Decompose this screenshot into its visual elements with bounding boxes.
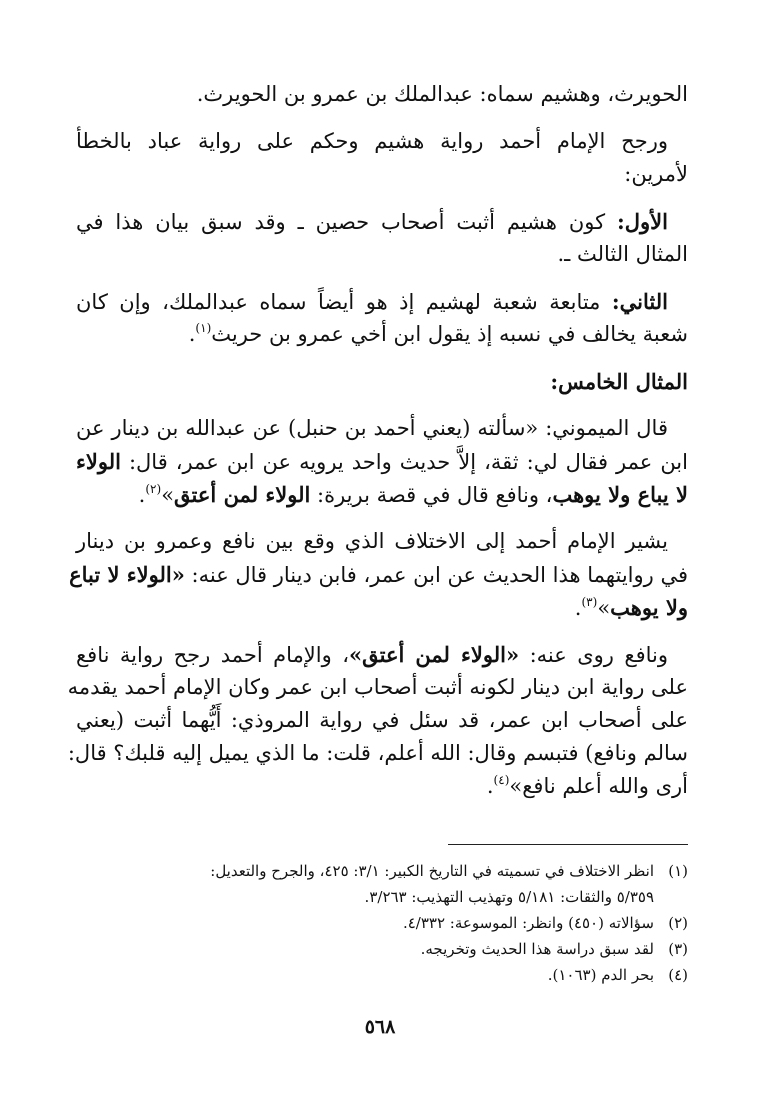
paragraph-3	[76, 205, 688, 271]
bold-quote: «الولاء لا تباع	[69, 562, 185, 587]
text-line	[69, 558, 688, 591]
text-line: على رواية ابن دينار لكونه أثبت أصحاب ابن عمر وكان الإمام أحمد يقدمه	[67, 675, 688, 699]
paragraph-2	[76, 125, 688, 191]
footnote-item	[76, 936, 688, 962]
text-span: في روايتهما هذا الحديث عن ابن عمر، فابن دينار قال عنه:	[184, 563, 688, 587]
text-span: ونافع روى عنه:	[519, 643, 668, 667]
text-line	[76, 205, 688, 238]
main-text	[67, 78, 688, 817]
text-span: ابن عمر فقال لي: ثقة، إلاَّ حديث واحد يرويه عن ابن عمر، قال:	[120, 450, 688, 474]
text-line	[76, 770, 688, 803]
footnote-ref: (٣)	[581, 595, 598, 609]
text-line: سالم ونافع) فتبسم وقال: الله أعلم، قلت: ما الذي يميل إليه قلبك؟ قال:	[67, 741, 688, 765]
text-span: .	[486, 774, 494, 798]
footnote-ref: (١)	[195, 321, 212, 335]
text-span: أرى والله أعلم نافع»	[509, 774, 688, 798]
text-line: قال الميموني: «سألته (يعني أحمد بن حنبل) عن عبدالله بن دينار عن	[76, 416, 668, 440]
bold-quote: «الولاء لمن أعتق»	[349, 642, 520, 667]
text-span: .	[138, 483, 146, 507]
footnote-text: بحر الدم (١٠٦٣).	[547, 966, 654, 984]
paragraph-6	[69, 525, 688, 624]
footnote-text: لقد سبق دراسة هذا الحديث وتخريجه.	[420, 940, 654, 958]
text-line	[76, 318, 688, 351]
footnote-number: (٣)	[668, 940, 688, 958]
bold-quote: الولاء لمن أعتق	[174, 482, 311, 507]
paragraph-5	[76, 412, 688, 511]
footnote-ref: (٢)	[145, 482, 162, 496]
text-line: يشير الإمام أحمد إلى الاختلاف الذي وقع بين نافع وعمرو بن دينار	[76, 529, 668, 553]
text-span: ، والإمام أحمد رجح رواية نافع	[76, 643, 349, 667]
text-span: كون هشيم أثبت أصحاب حصين ـ وقد سبق بيان هذا في	[76, 210, 618, 234]
footnotes	[76, 858, 688, 988]
text-line: لأمرين:	[624, 162, 688, 186]
bold-quote: ولا يوهب	[610, 595, 688, 620]
text-line	[76, 638, 688, 671]
paragraph-1	[76, 78, 688, 111]
bold-quote: الولاء	[76, 449, 121, 474]
text-span: »	[597, 596, 611, 620]
paragraph-7	[67, 638, 688, 803]
footnote-item	[76, 858, 688, 884]
text-span: .	[574, 596, 582, 620]
footnote-text: سؤالاته (٤٥٠) وانظر: الموسوعة: ٤/٣٣٢.	[402, 914, 654, 932]
footnote-number: (١)	[668, 862, 688, 880]
text-line	[76, 591, 688, 624]
footnote-item	[76, 910, 688, 936]
text-span: »	[161, 483, 175, 507]
text-line	[76, 445, 688, 478]
footnote-separator	[448, 844, 688, 845]
footnote-continuation: ٥/٣٥٩ والثقات: ٥/١٨١ وتهذيب التهذيب: ٣/٢٦٣.	[364, 888, 654, 906]
text-line	[76, 478, 688, 511]
text-span: .	[188, 322, 196, 346]
text-span: ، ونافع قال في قصة بريرة:	[310, 483, 553, 507]
footnote-number: (٤)	[668, 966, 688, 984]
footnote-item	[76, 962, 688, 988]
point-label-second: الثاني:	[611, 289, 668, 314]
text-line: على أصحاب ابن عمر، قد سئل في رواية المروذي: أَيُّهما أثبت (يعني	[76, 708, 688, 732]
text-span: شعبة يخالف في نسبه إذ يقول ابن أخي عمرو بن حريث	[211, 322, 688, 346]
section-heading-block	[76, 365, 688, 398]
text-line	[76, 285, 688, 318]
text-line: المثال الثالث ـ.	[557, 242, 688, 266]
point-label-first: الأول:	[617, 209, 668, 234]
footnote-number: (٢)	[668, 914, 688, 932]
text-line: ورجح الإمام أحمد رواية هشيم وحكم على رواية عباد بالخطأ	[76, 129, 668, 153]
text-span: متابعة شعبة لهشيم إذ هو أيضاً سماه عبدالملك، وإن كان	[76, 290, 612, 314]
page-number: ٥٦٨	[364, 1016, 396, 1038]
paragraph-4	[76, 285, 688, 351]
section-heading: المثال الخامس:	[550, 369, 688, 394]
bold-quote: لا يباع ولا يوهب	[552, 482, 688, 507]
footnote-text: انظر الاختلاف في تسميته في التاريخ الكبير: ٣/١: ٤٢٥، والجرح والتعديل:	[210, 862, 654, 880]
footnote-ref: (٤)	[493, 773, 510, 787]
text-line: الحويرث، وهشيم سماه: عبدالملك بن عمرو بن الحويرث.	[196, 82, 688, 106]
